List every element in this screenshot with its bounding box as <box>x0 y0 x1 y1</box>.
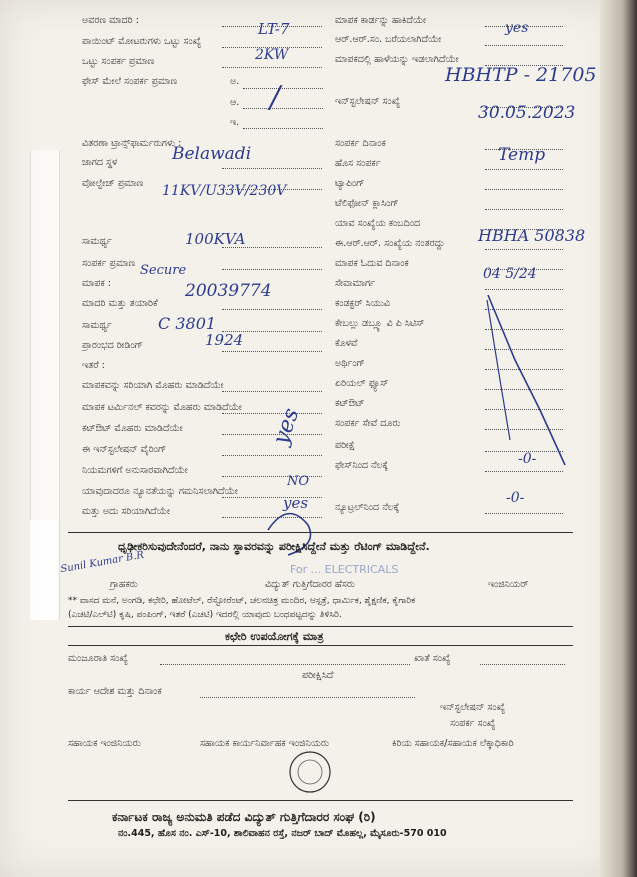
office-tested: ಪರೀಕ್ಷಿಸಿದೆ <box>302 670 334 681</box>
right-label-9: ಈ.ಆರ್.ಆರ್. ಸಂಖ್ಯೆಯ ನಂತರದ್ದು <box>335 238 445 249</box>
left-label-12: ಪ್ರಾರಂಭದ ರೀಡಿಂಗ್ <box>82 340 143 351</box>
hw-location: Belawadi <box>172 144 252 164</box>
left-label-16: ಕಟ್‌ಔಟ್ ಮೊಹರು ಮಾಡಿದೆಯೇ <box>82 423 183 434</box>
sig-contractor: ವಿದ್ಯುತ್ ಗುತ್ತಿಗೆದಾರರ ಹೆಸರು <box>265 579 355 590</box>
right-label-7: ಟೆಲಿಫೋನ್ ಕ್ಲಾಸಿಂಗ್ <box>335 198 399 209</box>
hw-initial-reading: 1924 <box>205 331 244 349</box>
hw-new-connection: Temp <box>498 145 546 165</box>
right-label-14: ಕೊಳವೆ <box>335 338 358 349</box>
office-sig-accounts: ಕಿರಿಯ ಸಹಾಯಕ/ಸಹಾಯಕ ಲೆಕ್ಕಾಧಿಕಾರಿ <box>392 738 514 749</box>
office-conn-no: ಸಂಪರ್ಕ ಸಂಖ್ಯೆ <box>450 718 496 729</box>
sig-engineer: ಇಂಜಿನಿಯರ್ <box>488 579 529 590</box>
hw-phase-earth: -0- <box>518 451 537 467</box>
left-label-18: ನಿಯಮಗಳಿಗೆ ಅನುಸಾರವಾಗಿದೆಯೇ <box>82 465 188 476</box>
hw-load: 2KW <box>255 47 289 63</box>
right-label-4: ಸಂಪರ್ಕ ದಿನಾಂಕ <box>335 138 386 149</box>
left-label-11: ಸಾಮರ್ಥ್ಯ <box>82 320 112 331</box>
right-label-19: ಪರೀಕ್ಷೆ <box>335 440 355 451</box>
left-label-14: ಮಾಪಕವನ್ನು ಸರಿಯಾಗಿ ಮೊಹರು ಮಾಡಿದೆಯೇ <box>82 380 224 391</box>
left-label-17: ಈ ಇನ್‌ಸ್ಟಲೇಷನ್ ವೈರಿಂಗ್ <box>82 444 167 455</box>
hw-rr-after: HBHA 50838 <box>478 226 586 245</box>
hw-lt-type: LT-7 <box>258 20 290 38</box>
right-label-21: ನ್ಯೂಟ್ರಲ್‌ನಿಂದ ನೆಲಕ್ಕೆ <box>335 502 400 513</box>
hw-connection-date: 30.05.2023 <box>478 103 576 123</box>
hw-voltage: 11KV/U33V/230V <box>162 183 287 199</box>
footer-org: ಕರ್ನಾಟಕ ರಾಜ್ಯ ಅನುಮತಿ ಪಡೆದ ವಿದ್ಯುತ್ ಗುತ್ತಿಗೆದಾರರ ಸಂಘ (ರಿ) <box>112 810 376 824</box>
note-line-2: (ಎಚಟಿ/ಎಲ್‌ಟಿ) ಕೃಷಿ, ಪಂಪಿಂಗ್, ಇತರೆ (ಎಚಟಿ) ಇದರಲ್ಲಿ ಯಾವುದು ಬಂಧಪಟ್ಟದನ್ನು ತಿಳಿಸಿರಿ. <box>68 610 342 620</box>
phase-a: ಅ. <box>230 76 240 87</box>
right-label-13: ಕೇಬಲ್ಲು ಡಬ್ಲ್ಯೂ ವಿ ಪಿ ಸಿಟಿಸ್ <box>335 318 425 329</box>
right-label-5: ಹೊಸ ಸಂಪರ್ಕ <box>335 158 381 169</box>
left-label-0: ಅವರಣ ಮಾದರಿ : <box>82 15 139 26</box>
right-label-0: ಮಾಪಕ ಕಾರ್ಡನ್ನು ಹಾಕಿದೆಯೇ <box>335 15 427 26</box>
hw-defect: NO <box>287 474 310 489</box>
right-label-18: ಸಂಪರ್ಕ ಸೇವೆ ದೂರು <box>335 418 401 429</box>
sig-customer: ಗ್ರಾಹಕರು <box>110 579 138 590</box>
left-label-1: ಪಾಯಿಂಟ್ ಮೋಟರುಗಳು ಒಟ್ಟು ಸಂಖ್ಯೆ <box>82 36 202 47</box>
office-account-no: ಖಾತೆ ಸಂಖ್ಯೆ <box>414 653 451 664</box>
left-label-5: ಜಾಗದ ಸ್ಥಳ <box>82 157 118 168</box>
hw-capacity: 100KVA <box>185 230 246 248</box>
hw-model: C 3801 <box>158 314 217 333</box>
left-label-19: ಯಾವುದಾದರೂ ನ್ಯೂನತೆಯನ್ನು ಗಮನಿಸಲಾಗಿದೆಯೇ <box>82 486 238 497</box>
footer-address: ನಂ.445, ಹೊಸ ನಂ. ಎಸ್-10, ಶಾಲಿವಾಹನ ರಸ್ತೆ, ನಜರ್ ಬಾದ್ ಮೊಹಲ್ಲ, ಮೈಸೂರು-570 010 <box>118 828 447 839</box>
left-label-9: ಮಾಪಕ : <box>82 278 111 289</box>
office-sig-aee: ಸಹಾಯಕ ಕಾರ್ಯನಿರ್ವಾಹಕ ಇಂಜಿನಿಯರು <box>200 738 329 749</box>
left-label-10: ಮಾದರಿ ಮತ್ತು ತಯಾರಿಕೆ <box>82 298 158 309</box>
left-label-8: ಸಂಪರ್ಕ ಪ್ರಮಾಣ <box>82 258 136 269</box>
phase-c: ಇ. <box>230 117 240 128</box>
left-label-13: ಇತರೆ : <box>82 360 105 371</box>
right-label-10: ಮಾಪಕ ಓದುವ ದಿನಾಂಕ <box>335 258 409 269</box>
hw-read-date: 04 5/24 <box>483 266 537 282</box>
note-line-1: ** ವಾಸದ ಮನೆ, ಅಂಗಡಿ, ಕಛೇರಿ, ಹೋಟೆಲ್, ರೆಸ್ಟೋರೆಂಟ್, ಚಲನಚಿತ್ರ ಮಂದಿರ, ಆಸ್ಪತ್ರೆ, ಧಾರ್ಮಿಕ, ಶೈಕ್ಷಣಿಕ, ಕೈಗಾರಿಕ <box>68 596 416 606</box>
right-label-1: ಆರ್.ಆರ್.ಸಂ. ಬರೆಯಲಾಗಿದೆಯೇ <box>335 34 442 45</box>
right-label-11: ಸೇವಾಮಾರ್ಗ <box>335 278 376 289</box>
hw-phase-slash: / <box>270 80 281 115</box>
left-label-20: ಮತ್ತು ಅದು ಸರಿಯಾಗಿದೆಯೇ <box>82 506 170 517</box>
right-label-3: ಇನ್‌ಸ್ಟಲೇಷನ್ ಸಂಖ್ಯೆ <box>335 96 401 107</box>
office-inst-no: ಇನ್‌ಸ್ಟಲೇಷನ್ ಸಂಖ್ಯೆ <box>440 702 506 713</box>
left-label-6: ವೋಲ್ಟೇಜ್ ಪ್ರಮಾಣ <box>82 178 144 189</box>
right-label-6: ಟ್ಯಾಪಿಂಗ್ <box>335 178 365 189</box>
left-label-15: ಮಾಪಕ ಟರ್ಮಿನಲ್ ಕವರನ್ನು ಮೊಹರು ಮಾಡಿದೆಯೇ <box>82 402 242 413</box>
hw-meter-no: 20039774 <box>185 281 272 301</box>
hw-sealed-yes: yes <box>268 404 305 449</box>
right-label-15: ಅರ್ಥಿಂಗ್ <box>335 358 365 369</box>
hw-ok-yes: yes <box>283 494 309 512</box>
right-label-8: ಯಾವ ಸಂಖ್ಯೆಯ ಕಂಬದಿಂದ <box>335 218 421 229</box>
left-label-2: ಒಟ್ಟು ಸಂಪರ್ಕ ಪ್ರಮಾಣ <box>82 56 155 67</box>
right-label-12: ಕಂಡಕ್ಟರ್ ಸಿಯುವಿ <box>335 298 390 309</box>
left-label-4: ವಿತರಣಾ ಟ್ರಾನ್ಸ್‌ಫಾರ್ಮರುಗಳು : <box>82 138 182 149</box>
hw-yes-card: yes <box>505 20 529 36</box>
left-label-3: ಫೇಸ್ ಮೇಲೆ ಸಂಪರ್ಕ ಪ್ರಮಾಣ <box>82 76 178 87</box>
stamp-watermark: For ... ELECTRICALS <box>290 563 399 576</box>
right-label-17: ಕಟ್‌ಔಟ್ <box>335 398 365 409</box>
office-heading: ಕಛೇರಿ ಉಪಯೋಗಕ್ಕೆ ಮಾತ್ರ <box>225 630 324 643</box>
right-label-16: ಏರಿಯಲ್ ಫ್ಯೂಸ್ <box>335 378 389 389</box>
right-label-20: ಫೇಸ್‌ನಿಂದ ನೆಲಕ್ಕೆ <box>335 460 389 471</box>
left-label-7: ಸಾಮರ್ಥ್ಯ <box>82 236 112 247</box>
right-label-2: ಮಾಪಕದಲ್ಲಿ ಹಾಳೆಯನ್ನು ಇಡಲಾಗಿದೆಯೇ <box>335 54 459 65</box>
hw-installation-no: HBHTP - 21705 <box>445 64 597 86</box>
office-sig-ae: ಸಹಾಯಕ ಇಂಜಿನಿಯರು <box>68 738 141 749</box>
hw-neutral-earth: -0- <box>506 490 525 506</box>
hw-signature-name: Sunil Kumar B.R <box>59 549 145 576</box>
office-work-order: ಕಾರ್ಯ ಆದೇಶ ಮತ್ತು ದಿನಾಂಕ <box>68 686 162 697</box>
office-sanction-no: ಮಂಜೂರಾತಿ ಸಂಖ್ಯೆ <box>68 653 128 664</box>
hw-make: Secure <box>140 263 187 278</box>
declaration-text: ಧೃಢೀಕರಿಸುವುದೇನೆಂದರೆ, ನಾನು ಸ್ಥಾವರವನ್ನು ಪರೀಕ್ಷಿಸಿದ್ದೇನೆ ಮತ್ತು ರೆಟಿಂಗ್ ಮಾಡಿದ್ದೇನೆ. <box>118 540 430 553</box>
phase-b: ಆ. <box>230 97 240 108</box>
